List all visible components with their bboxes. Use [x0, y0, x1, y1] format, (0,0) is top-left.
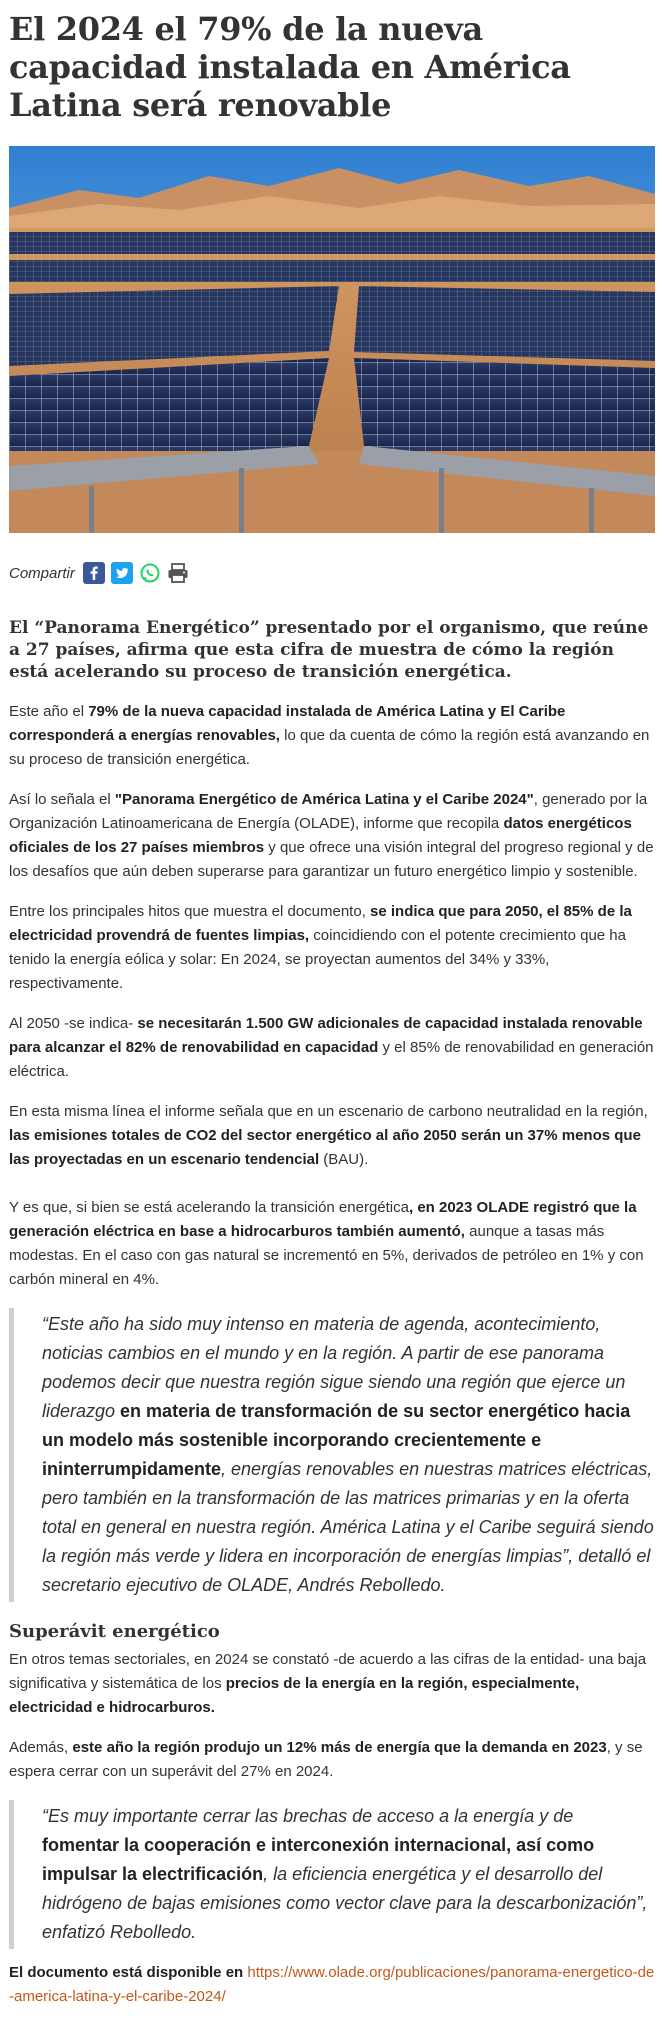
document-link[interactable]: https://www.olade.org/publicaciones/panorama-energetico-de-america-latina-y-el-caribe-2024/	[9, 1964, 655, 2005]
document-availability: El documento está disponible en https://www.olade.org/publicaciones/panorama-energetico-de-america-latina-y-el-caribe-2024/	[9, 1964, 655, 2005]
print-icon[interactable]	[167, 562, 189, 584]
section-heading-superavit: Superávit energético	[9, 1621, 220, 1642]
paragraph-7: En otros temas sectoriales, en 2024 se constató -de acuerdo a las cifras de la entidad- una baja significativa y sistemática de los precios de la energía en la región, especialmente, electricidad e hidrocarburos.	[9, 1651, 647, 1716]
hero-image-solar-panels	[9, 146, 655, 533]
share-label: Compartir	[9, 564, 75, 582]
paragraph-2: Así lo señala el "Panorama Energético de América Latina y el Caribe 2024", generado por la Organización Latinoamericana de Energía (OLADE), informe que recopila datos energéticos oficiales de los 27 países miembros y que ofrece una visión integral del progreso regional y de los desafíos que aún deben superarse para garantizar un futuro energético limpio y sostenible.	[9, 791, 654, 880]
article-lead: El “Panorama Energético” presentado por el organismo, que reúne a 27 países, afirma que esta cifra de muestra de cómo la región está acelerando su proceso de transición energética.	[9, 618, 649, 682]
paragraph-8: Además, este año la región produjo un 12% más de energía que la demanda en 2023, y se espera cerrar con un superávit del 27% en 2024.	[9, 1739, 643, 1780]
article-title: El 2024 el 79% de la nueva capacidad instalada en América Latina será renovable	[9, 10, 571, 124]
paragraph-6: Y es que, si bien se está acelerando la transición energética, en 2023 OLADE registró que la generación eléctrica en base a hidrocarburos también aumentó, aunque a tasas más modestas. En el caso con gas natural se incrementó en 5%, derivados de petróleo en 1% y con carbón mineral en 4%.	[9, 1199, 644, 1288]
paragraph-3: Entre los principales hitos que muestra el documento, se indica que para 2050, el 85% de la electricidad provendrá de fuentes limpias, coincidiendo con el potente crecimiento que ha tenido la energía eólica y solar: En 2024, se proyectan aumentos del 34% y 33%, respectivamente.	[9, 903, 632, 992]
quote-rebolledo-2: “Es muy importante cerrar las brechas de acceso a la energía y de fomentar la cooperación e interconexión internacional, así como impulsar la electrificación, la eficiencia energética y el desarrollo del hidrógeno de bajas emisiones como vector clave para la descarbonización”, enfatizó Rebolledo.	[9, 1800, 655, 1949]
facebook-icon[interactable]	[83, 562, 105, 584]
quote-rebolledo-1: “Este año ha sido muy intenso en materia de agenda, acontecimiento, noticias cambios en el mundo y en la región. A partir de ese panorama podemos decir que nuestra región sigue siendo una región que ejerce un liderazgo en materia de transformación de su sector energético hacia un modelo más sostenible incorporando crecientemente e ininterrumpidamente, energías renovables en nuestras matrices eléctricas, pero también en la transformación de las matrices primarias y en la oferta total en general en nuestra región. América Latina y el Caribe seguirá siendo la región más verde y lidera en incorporación de energías limpias”, detalló el secretario ejecutivo de OLADE, Andrés Rebolledo.	[9, 1308, 655, 1602]
twitter-icon[interactable]	[111, 562, 133, 584]
whatsapp-icon[interactable]	[139, 562, 161, 584]
share-bar	[9, 561, 655, 585]
paragraph-4: Al 2050 -se indica- se necesitarán 1.500 GW adicionales de capacidad instalada renovable para alcanzar el 82% de renovabilidad en capacidad y el 85% de renovabilidad en generación eléctrica.	[9, 1015, 654, 1080]
paragraph-1: Este año el 79% de la nueva capacidad instalada de América Latina y El Caribe corresponderá a energías renovables, lo que da cuenta de cómo la región está avanzando en su proceso de transición energética.	[9, 703, 650, 768]
paragraph-5: En esta misma línea el informe señala que en un escenario de carbono neutralidad en la región, las emisiones totales de CO2 del sector energético al año 2050 serán un 37% menos que las proyectadas en un escenario tendencial (BAU).	[9, 1103, 648, 1168]
